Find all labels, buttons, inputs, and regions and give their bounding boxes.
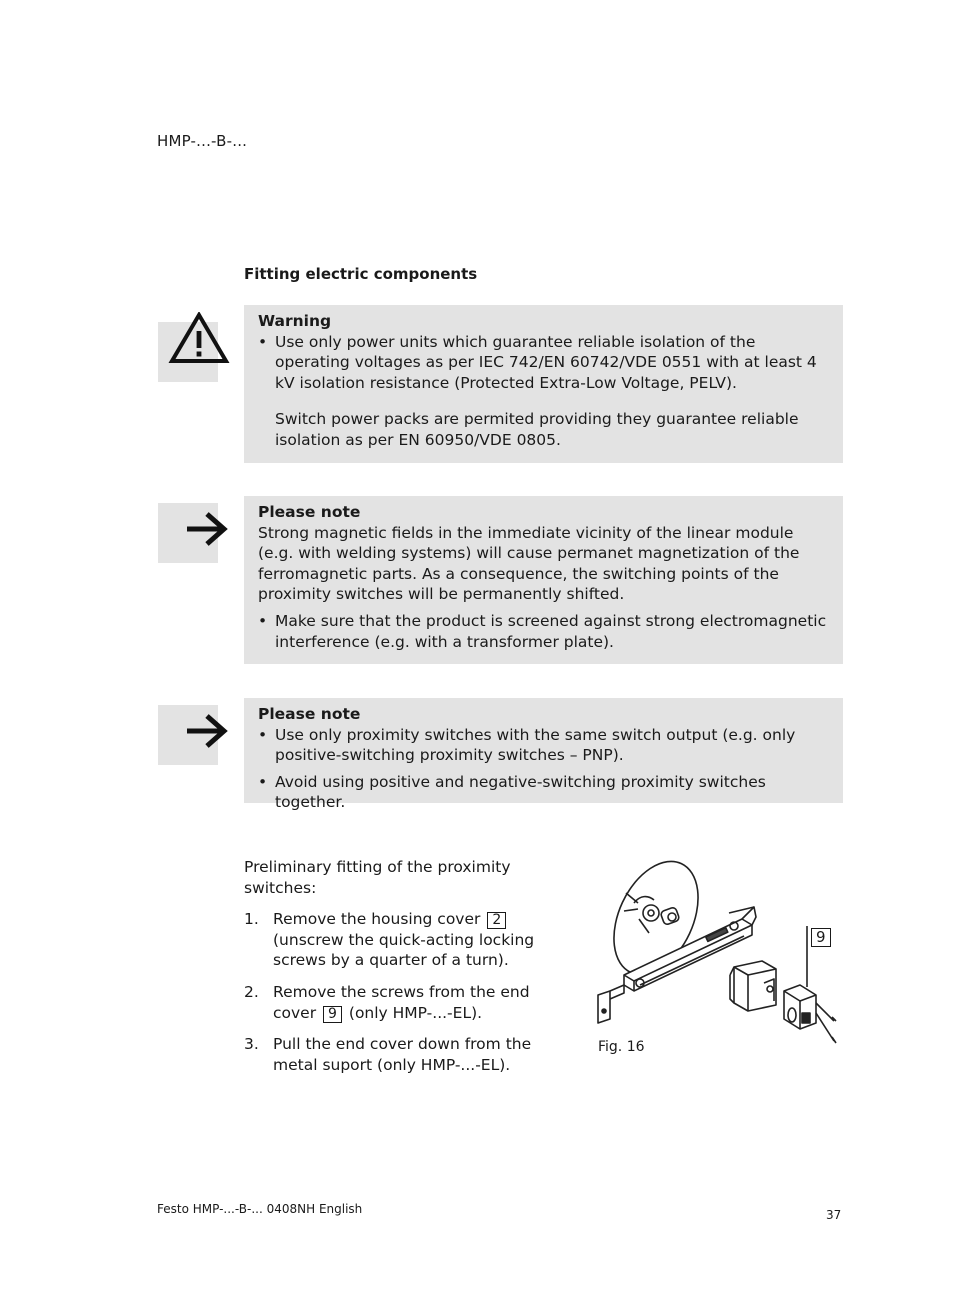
callout-number: 9 [811, 928, 831, 947]
bullet-dot: • [258, 332, 268, 351]
note1-text: Strong magnetic fields in the immediate vicinity of the linear module (e.g. with welding systems) will cause permanet magnetization of the ferromagnetic parts. As a consequence, the switching points of the proximity switches will be permanently shifted. [258, 523, 800, 604]
note2-bullet-text: Use only proximity switches with the same switch output (e.g. only positive-switching proximity switches – PNP). [275, 725, 796, 765]
procedure-step [244, 1034, 574, 1075]
step-text: (only HMP-...-EL). [348, 1003, 483, 1022]
running-header: HMP-...-B-... [157, 132, 248, 150]
procedure-step [244, 909, 574, 971]
warning-bullet [258, 332, 829, 394]
note1-bullet-text: Make sure that the product is screened against strong electromagnetic interference (e.g. with a transformer plate). [275, 611, 827, 651]
procedure [244, 857, 574, 1086]
warning-bullet-text: Use only power units which guarantee reliable isolation of the operating voltages as per IEC 742/EN 60742/VDE 0551 with at least 4 kV isolation resistance (Protected Extra-Low Voltage, PELV). [275, 332, 817, 392]
step-number: 1. [244, 910, 259, 929]
arrow-right-icon [185, 713, 231, 749]
linear-module-drawing [594, 855, 844, 1055]
warning-followup: Switch power packs are permited providing they guarantee reliable isolation as per EN 60950/VDE 0805. [275, 410, 799, 449]
part-reference: 9 [323, 1006, 342, 1023]
warning-triangle-icon [168, 312, 232, 364]
procedure-intro: Preliminary fitting of the proximity switches: [244, 858, 511, 897]
page-number: 37 [826, 1208, 842, 1222]
arrow-right-icon [185, 511, 231, 547]
bullet-dot: • [258, 611, 268, 630]
step-text: Remove the screws from the end cover [273, 982, 530, 1022]
step-number: 2. [244, 982, 259, 1001]
note2-box [244, 698, 843, 812]
step-number: 3. [244, 1035, 259, 1054]
bullet-dot: • [258, 772, 268, 791]
note2-bullet [258, 772, 829, 813]
note2-title: Please note [258, 705, 361, 723]
figure-caption: Fig. 16 [598, 1039, 645, 1055]
bullet-dot: • [258, 725, 268, 744]
note2-bullet [258, 725, 829, 766]
warning-box [244, 305, 843, 463]
step-text: (unscrew the quick-acting locking screws by a quarter of a turn). [273, 930, 535, 970]
step-text: Pull the end cover down from the metal suport (only HMP-...-EL). [273, 1035, 532, 1074]
note1-title: Please note [258, 503, 361, 521]
warning-title: Warning [258, 312, 332, 330]
figure-callout [809, 927, 833, 947]
footer-document-info: Festo HMP-...-B-... 0408NH English [157, 1202, 363, 1216]
note1-box [244, 496, 843, 664]
part-reference: 2 [487, 912, 506, 929]
section-title: Fitting electric components [244, 265, 478, 283]
note2-bullet-text: Avoid using positive and negative-switching proximity switches together. [275, 772, 766, 812]
procedure-step [244, 982, 574, 1023]
note1-bullet [258, 611, 829, 652]
step-text: Remove the housing cover [273, 910, 481, 929]
